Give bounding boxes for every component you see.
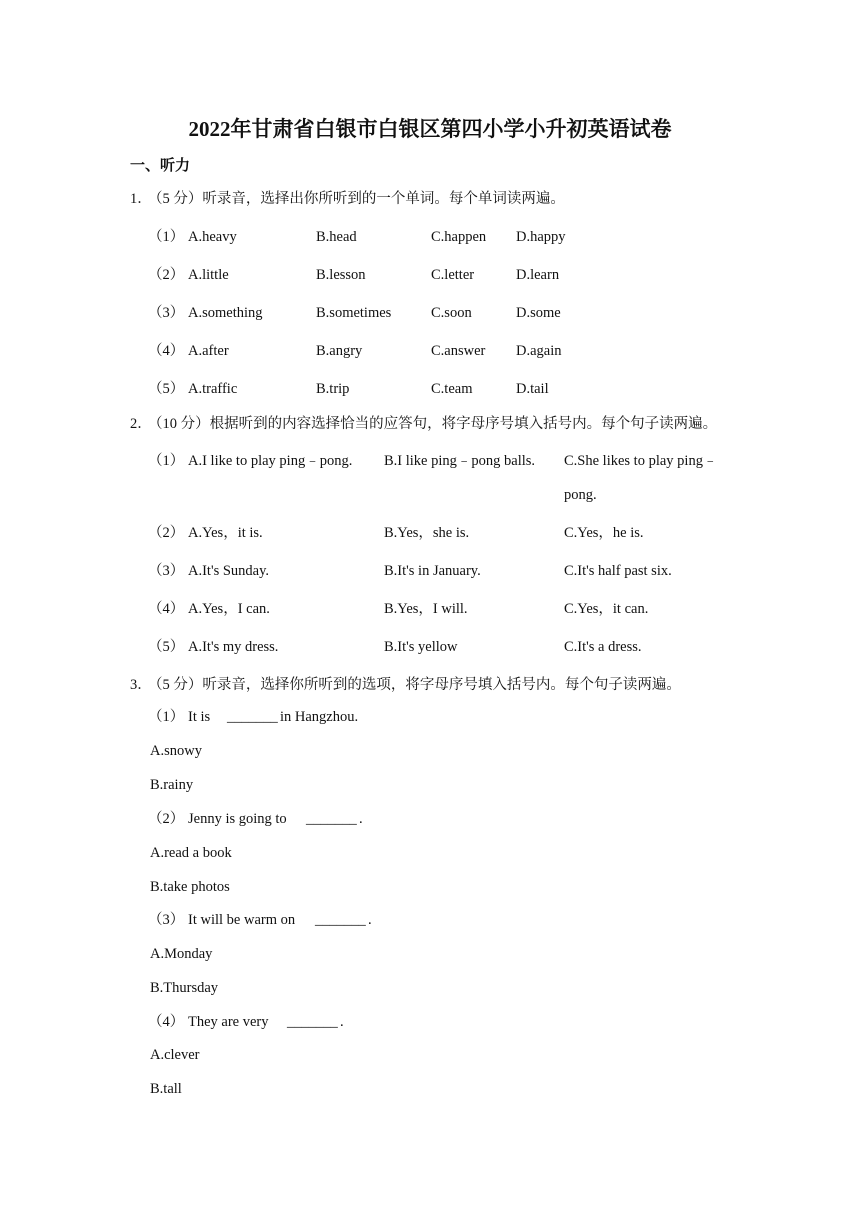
item-label: （1）	[148, 709, 185, 725]
option-b: B.It's yellow	[384, 639, 458, 655]
question-1-text: （5 分）听录音，选择出你所听到的一个单词。每个单词读两遍。	[148, 191, 565, 207]
page-title: 2022年甘肃省白银市白银区第四小学小升初英语试卷	[188, 117, 672, 141]
answer-blank: _______	[306, 811, 357, 827]
option-c: C.She likes to play ping﹣	[564, 453, 718, 469]
option-b: B.rainy	[150, 777, 194, 793]
sentence-start: Jenny is going to	[188, 811, 287, 827]
question-3-number: 3．	[130, 677, 152, 693]
option-a: A.traffic	[188, 381, 238, 397]
option-a: A.I like to play ping﹣pong.	[188, 453, 353, 469]
option-c: C.letter	[431, 267, 475, 283]
option-a: A.read a book	[150, 845, 232, 861]
item-label: （1）	[148, 453, 185, 469]
sentence-end: .	[340, 1014, 344, 1030]
question-3-text: （5 分）听录音，选择你所听到的选项，将字母序号填入括号内。每个句子读两遍。	[148, 677, 681, 693]
option-c-continued: pong.	[564, 487, 597, 503]
item-label: （3）	[148, 563, 185, 579]
option-a: A.after	[188, 343, 229, 359]
option-b: B.tall	[150, 1081, 182, 1097]
item-label: （3）	[148, 912, 185, 928]
option-b: B.head	[316, 229, 357, 245]
option-d: D.learn	[516, 267, 560, 283]
option-d: D.some	[516, 305, 561, 321]
option-b: B.lesson	[316, 267, 366, 283]
question-1-number: 1．	[130, 191, 152, 207]
option-a: A.heavy	[188, 229, 237, 245]
option-d: D.happy	[516, 229, 566, 245]
item-label: （2）	[148, 267, 185, 283]
sentence-end: in Hangzhou.	[280, 709, 359, 725]
item-label: （2）	[148, 811, 185, 827]
option-b: B.It's in January.	[384, 563, 481, 579]
option-c: C.happen	[431, 229, 487, 245]
item-label: （4）	[148, 343, 185, 359]
section-heading: 一、听力	[130, 158, 191, 174]
answer-blank: _______	[315, 912, 366, 928]
item-label: （1）	[148, 229, 185, 245]
option-b: B.sometimes	[316, 305, 392, 321]
option-a: A.Monday	[150, 946, 213, 962]
option-b: B.angry	[316, 343, 363, 359]
option-d: D.tail	[516, 381, 549, 397]
answer-blank: _______	[227, 709, 278, 725]
sentence-end: .	[359, 811, 363, 827]
item-label: （4）	[148, 601, 185, 617]
item-label: （3）	[148, 305, 185, 321]
option-c: C.team	[431, 381, 473, 397]
answer-blank: _______	[287, 1014, 338, 1030]
sentence-start: It is	[188, 709, 211, 725]
option-a: A.It's my dress.	[188, 639, 279, 655]
question-2-number: 2．	[130, 416, 152, 432]
option-c: C.Yes，it can.	[564, 601, 649, 617]
option-c: C.It's a dress.	[564, 639, 642, 655]
option-b: B.I like ping﹣pong balls.	[384, 453, 536, 469]
option-b: B.Yes，I will.	[384, 601, 468, 617]
sentence-start: They are very	[188, 1014, 269, 1030]
option-a: A.clever	[150, 1047, 200, 1063]
item-label: （5）	[148, 381, 185, 397]
option-a: A.Yes，it is.	[188, 525, 263, 541]
option-a: A.little	[188, 267, 229, 283]
option-c: C.Yes，he is.	[564, 525, 644, 541]
option-c: C.soon	[431, 305, 472, 321]
item-label: （2）	[148, 525, 185, 541]
question-2-text: （10 分）根据听到的内容选择恰当的应答句，将字母序号填入括号内。每个句子读两遍。	[148, 416, 718, 432]
sentence-start: It will be warm on	[188, 912, 296, 928]
option-b: B.Yes，she is.	[384, 525, 470, 541]
option-d: D.again	[516, 343, 562, 359]
option-a: A.It's Sunday.	[188, 563, 270, 579]
option-b: B.trip	[316, 381, 350, 397]
option-a: A.snowy	[150, 743, 202, 759]
item-label: （4）	[148, 1014, 185, 1030]
item-label: （5）	[148, 639, 185, 655]
option-b: B.take photos	[150, 879, 230, 895]
option-a: A.Yes，I can.	[188, 601, 270, 617]
option-b: B.Thursday	[150, 980, 219, 996]
option-a: A.something	[188, 305, 263, 321]
sentence-end: .	[368, 912, 372, 928]
option-c: C.answer	[431, 343, 486, 359]
option-c: C.It's half past six.	[564, 563, 672, 579]
